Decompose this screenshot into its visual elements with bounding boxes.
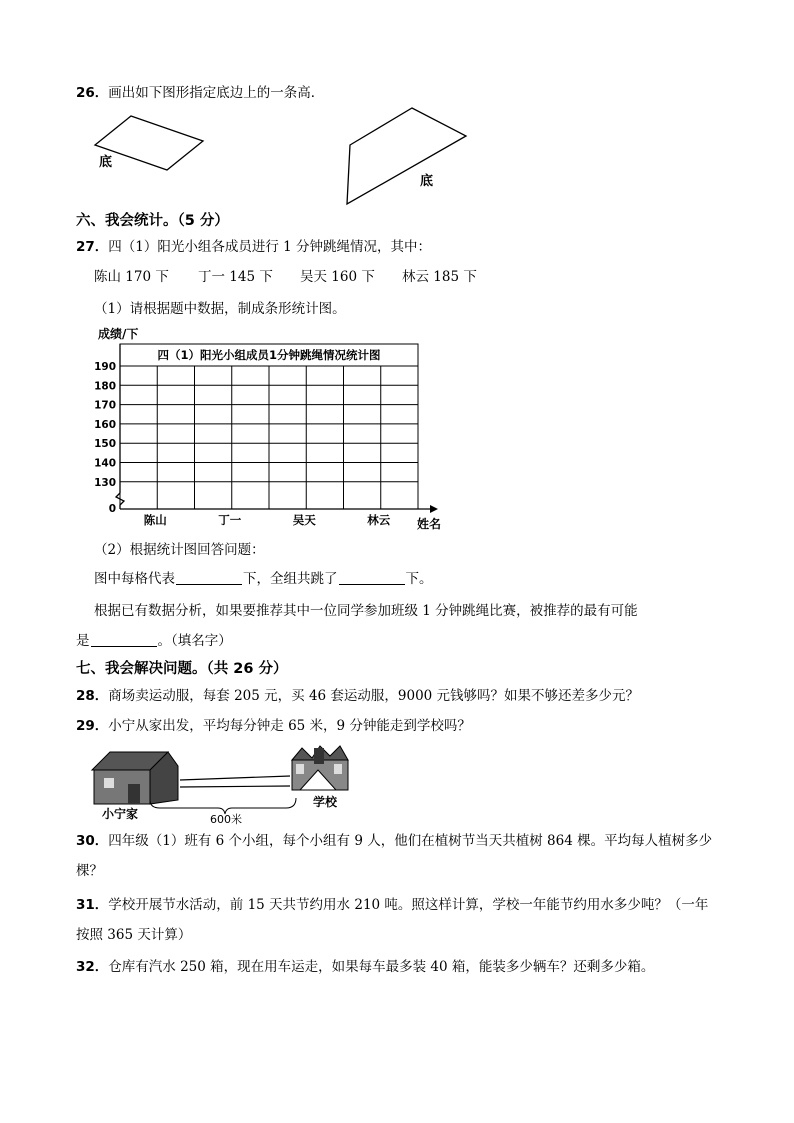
fill-line-2: 根据已有数据分析，如果要推荐其中一位同学参加班级 1 分钟跳绳比赛，被推荐的最有可能	[94, 603, 638, 619]
y-axis-label: 成绩/下	[98, 327, 139, 341]
y-tick-label: 180	[94, 380, 116, 393]
sub-question-2: （2）根据统计图回答问题：	[94, 542, 265, 558]
question-number: 32．	[76, 959, 109, 975]
distance-label: 600米	[210, 813, 242, 826]
y-tick-label: 150	[94, 438, 116, 451]
fill-text: 图中每格代表	[94, 571, 175, 587]
section-7-title: 七、我会解决问题。（共 26 分）	[76, 661, 288, 677]
question-text: 仓库有汽水 250 箱，现在用车运走，如果每车最多装 40 箱，能装多少辆车？还剩多少箱。	[108, 959, 655, 975]
record-name: 吴天	[300, 269, 327, 285]
y-tick-label: 160	[94, 418, 116, 431]
fill-text: 。（填名字）	[157, 633, 232, 649]
record-value: 160 下	[331, 269, 375, 285]
question-text: 小宁从家出发，平均每分钟走 65 米，9 分钟能走到学校吗？	[108, 718, 471, 734]
school-icon	[292, 746, 348, 790]
section-6-title: 六、我会统计。（5 分）	[76, 213, 229, 229]
record-name: 丁一	[198, 269, 225, 285]
x-axis-label: 姓名	[417, 517, 442, 531]
question-text: 四（1）阳光小组各成员进行 1 分钟跳绳情况，其中：	[108, 239, 432, 255]
y-tick-label: 0	[108, 503, 116, 515]
base-label: 底	[99, 155, 113, 170]
question-31	[76, 896, 708, 914]
sub-question-1: （1）请根据题中数据，制成条形统计图。	[94, 301, 346, 317]
y-tick-label: 170	[94, 399, 116, 412]
x-tick-label: 吴天	[292, 513, 316, 527]
question-text: 画出如下图形指定底边上的一条高．	[108, 85, 325, 101]
question-number: 28．	[76, 688, 109, 704]
question-30	[76, 832, 712, 850]
fill-text: 下。	[405, 571, 433, 587]
question-number: 30．	[76, 833, 109, 849]
question-31-continued: 按照 365 天计算）	[76, 927, 192, 943]
question-text: 四年级（1）班有 6 个小组，每个小组有 9 人，他们在植树节当天共植树 864 棵。平均每人植树多少	[108, 833, 713, 849]
question-32	[76, 958, 654, 976]
base-label: 底	[420, 174, 434, 189]
chart-title: 四（1）阳光小组成员1分钟跳绳情况统计图	[157, 348, 381, 362]
record-name: 林云	[402, 269, 429, 285]
record-value: 185 下	[433, 269, 477, 285]
x-tick-label: 陈山	[143, 513, 167, 527]
x-tick-label: 丁一	[218, 513, 242, 527]
question-text: 学校开展节水活动，前 15 天共节约用水 210 吨。照这样计算，学校一年能节约用水多少吨？（一年	[108, 897, 709, 913]
question-number: 27．	[76, 239, 109, 255]
question-30-continued: 棵？	[76, 863, 103, 879]
record-value: 145 下	[229, 269, 273, 285]
question-number: 29．	[76, 718, 109, 734]
fill-text: 下，全组共跳了	[243, 571, 338, 587]
house-icon	[92, 752, 178, 804]
question-number: 26．	[76, 85, 109, 101]
fill-text: 是	[76, 633, 90, 649]
record-value: 170 下	[125, 269, 169, 285]
record-name: 陈山	[94, 269, 121, 285]
question-number: 31．	[76, 897, 109, 913]
y-tick-label: 190	[94, 361, 116, 373]
y-tick-label: 140	[94, 457, 116, 470]
school-label: 学校	[313, 795, 338, 809]
home-label: 小宁家	[102, 807, 139, 821]
question-text: 商场卖运动服，每套 205 元，买 46 套运动服，9000 元钱够吗？如果不够还差多少元？	[108, 688, 640, 704]
x-tick-label: 林云	[367, 513, 391, 527]
y-tick-label: 130	[94, 476, 116, 489]
